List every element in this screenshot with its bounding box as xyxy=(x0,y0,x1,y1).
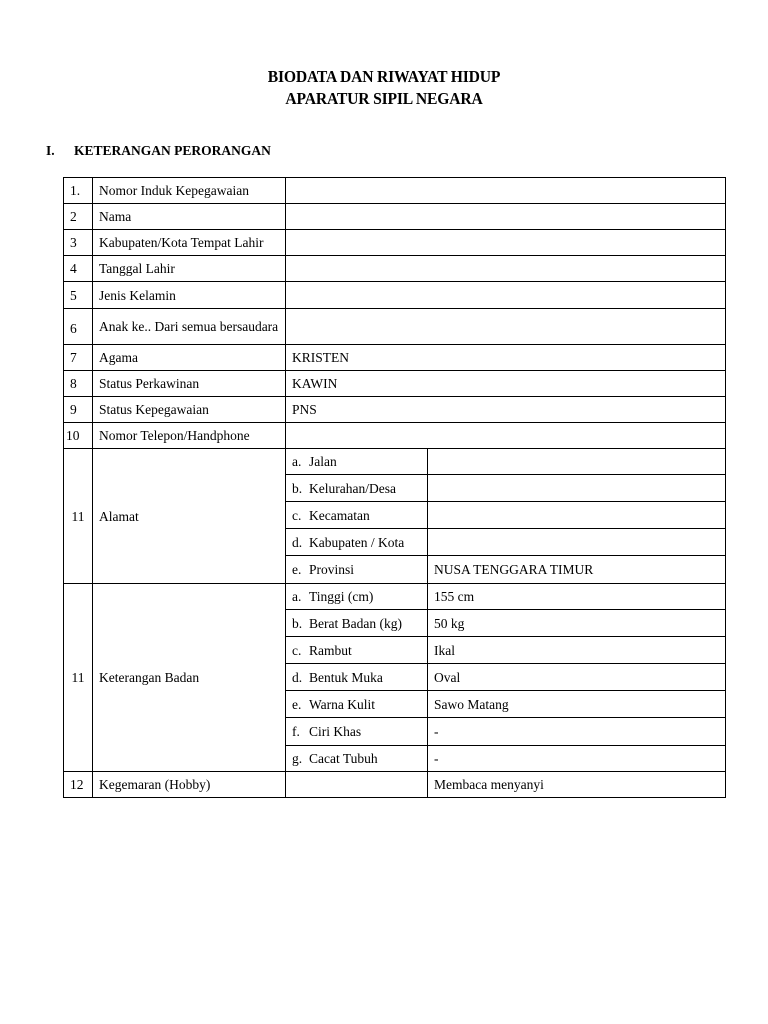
row-number: 3 xyxy=(64,230,93,256)
table-row xyxy=(64,204,726,230)
row-value: KRISTEN xyxy=(286,345,726,371)
sub-letter: a. xyxy=(292,589,302,604)
sub-letter: f. xyxy=(292,724,300,739)
sub-label xyxy=(286,610,428,637)
row-number: 5 xyxy=(64,282,93,309)
sub-letter: a. xyxy=(292,454,302,469)
row-number: 9 xyxy=(64,397,93,423)
row-value xyxy=(286,423,726,449)
row-value xyxy=(286,230,726,256)
sub-value xyxy=(428,449,726,475)
sub-text: Kabupaten / Kota xyxy=(309,534,405,550)
table-row xyxy=(64,423,726,449)
table-row xyxy=(64,178,726,204)
section-number: I. xyxy=(46,143,55,158)
sub-text: Berat Badan (kg) xyxy=(309,615,402,631)
row-number: 6 xyxy=(64,309,93,345)
table-row xyxy=(64,345,726,371)
row-label: Jenis Kelamin xyxy=(93,282,286,309)
row-number: 1. xyxy=(64,178,93,204)
row-number: 2 xyxy=(64,204,93,230)
table-row xyxy=(64,397,726,423)
table-row xyxy=(64,230,726,256)
sub-label xyxy=(286,556,428,584)
row-label: Status Kepegawaian xyxy=(93,397,286,423)
sub-text: Cacat Tubuh xyxy=(309,751,378,766)
row-number: 11 xyxy=(64,584,93,772)
document-title-line2: APARATUR SIPIL NEGARA xyxy=(285,89,483,108)
row-label: Nama xyxy=(93,204,286,230)
table-row xyxy=(64,772,726,798)
sub-value xyxy=(428,502,726,529)
sub-text: Kecamatan xyxy=(309,507,370,523)
row-value xyxy=(286,256,726,282)
sub-letter: c. xyxy=(292,642,302,658)
sub-value: Ikal xyxy=(428,637,726,664)
sub-letter: d. xyxy=(292,669,303,685)
biodata-table xyxy=(63,177,726,798)
section-heading xyxy=(46,143,271,159)
table-row xyxy=(64,584,726,610)
sub-text: Tinggi (cm) xyxy=(309,589,374,604)
sub-letter: b. xyxy=(292,615,303,631)
row-value xyxy=(286,282,726,309)
row-value xyxy=(286,178,726,204)
sub-text: Rambut xyxy=(309,642,352,658)
row-value xyxy=(286,204,726,230)
sub-letter: d. xyxy=(292,534,303,550)
row-number: 12 xyxy=(64,772,93,798)
table-row xyxy=(64,256,726,282)
sub-letter: c. xyxy=(292,507,302,523)
sub-text: Warna Kulit xyxy=(309,696,376,712)
sub-letter: e. xyxy=(292,562,302,577)
sub-label xyxy=(286,637,428,664)
sub-value: 50 kg xyxy=(428,610,726,637)
row-number: 10 xyxy=(64,423,93,449)
row-label: Keterangan Badan xyxy=(93,584,286,772)
sub-label xyxy=(286,529,428,556)
sub-value: Oval xyxy=(428,664,726,691)
sub-label xyxy=(286,449,428,475)
sub-value: Sawo Matang xyxy=(428,691,726,718)
row-number: 11 xyxy=(64,449,93,584)
sub-value: - xyxy=(428,746,726,772)
row-value: KAWIN xyxy=(286,371,726,397)
row-label: Tanggal Lahir xyxy=(93,256,286,282)
sub-value xyxy=(428,529,726,556)
table-row xyxy=(64,449,726,475)
sub-text: Ciri Khas xyxy=(309,724,362,739)
sub-label xyxy=(286,584,428,610)
row-label: Alamat xyxy=(93,449,286,584)
sub-letter: g. xyxy=(292,751,303,766)
sub-text: Bentuk Muka xyxy=(309,669,383,685)
sub-value: NUSA TENGGARA TIMUR xyxy=(428,556,726,584)
sub-text: Jalan xyxy=(309,454,337,469)
sub-label xyxy=(286,718,428,746)
row-value xyxy=(286,309,726,345)
sub-text: Kelurahan/Desa xyxy=(309,480,396,496)
row-label: Nomor Induk Kepegawaian xyxy=(93,178,286,204)
sub-text: Provinsi xyxy=(309,562,355,577)
row-value: PNS xyxy=(286,397,726,423)
row-label: Status Perkawinan xyxy=(93,371,286,397)
sub-letter: e. xyxy=(292,696,302,712)
row-empty-cell xyxy=(286,772,428,798)
sub-label xyxy=(286,746,428,772)
row-number: 7 xyxy=(64,345,93,371)
sub-label xyxy=(286,502,428,529)
row-label: Nomor Telepon/Handphone xyxy=(93,423,286,449)
sub-value: 155 cm xyxy=(428,584,726,610)
row-value: Membaca menyanyi xyxy=(428,772,726,798)
row-label: Kegemaran (Hobby) xyxy=(93,772,286,798)
sub-label xyxy=(286,664,428,691)
table-row xyxy=(64,309,726,345)
row-number: 4 xyxy=(64,256,93,282)
sub-label xyxy=(286,691,428,718)
sub-value xyxy=(428,475,726,502)
row-label: Kabupaten/Kota Tempat Lahir xyxy=(93,230,286,256)
row-label: Agama xyxy=(93,345,286,371)
sub-value: - xyxy=(428,718,726,746)
table-row xyxy=(64,371,726,397)
row-number: 8 xyxy=(64,371,93,397)
row-label: Anak ke.. Dari semua bersaudara xyxy=(93,309,286,345)
table-row xyxy=(64,282,726,309)
section-title: KETERANGAN PERORANGAN xyxy=(74,143,271,158)
document-title-line1: BIODATA DAN RIWAYAT HIDUP xyxy=(267,67,501,86)
sub-label xyxy=(286,475,428,502)
sub-letter: b. xyxy=(292,480,303,496)
